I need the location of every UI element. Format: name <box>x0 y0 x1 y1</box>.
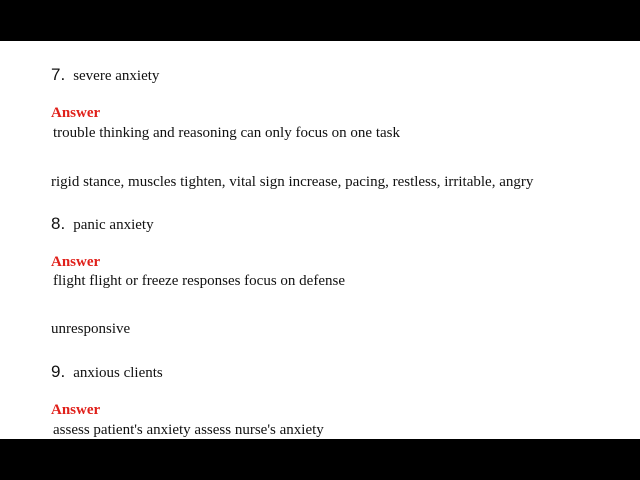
question-8 <box>51 214 154 234</box>
question-number: 7. <box>51 65 66 84</box>
answer-text: flight flight or freeze responses focus on defense <box>53 273 345 289</box>
question-number: 9. <box>51 362 66 381</box>
answer-text: trouble thinking and reasoning can only focus on one task <box>53 125 401 141</box>
answer-extra-text: rigid stance, muscles tighten, vital sign increase, pacing, restless, irritable, angry <box>51 174 534 190</box>
document-page <box>0 41 640 439</box>
question-7 <box>51 65 159 85</box>
question-term: severe anxiety <box>73 68 160 84</box>
question-term: panic anxiety <box>73 217 154 233</box>
answer-text: assess patient's anxiety assess nurse's anxiety <box>53 422 324 438</box>
question-9 <box>51 362 163 382</box>
question-term: anxious clients <box>73 365 163 381</box>
question-number: 8. <box>51 214 66 233</box>
answer-label: Answer <box>51 105 101 121</box>
answer-extra-text: unresponsive <box>51 321 131 337</box>
answer-label: Answer <box>51 402 101 418</box>
answer-label: Answer <box>51 254 101 270</box>
